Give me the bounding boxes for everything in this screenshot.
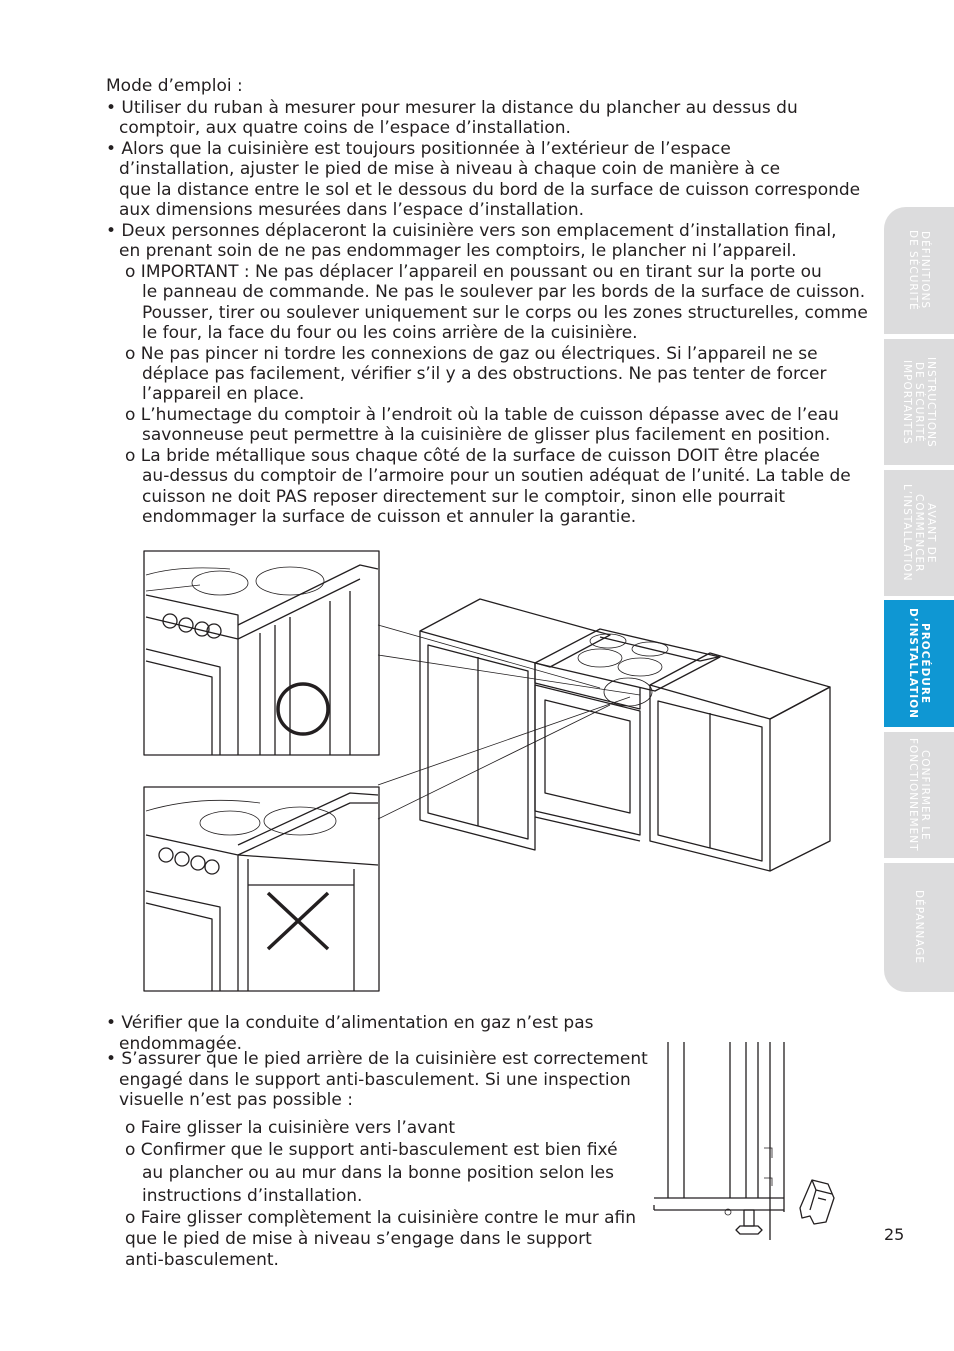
- sub-bullet-line: o IMPORTANT : Ne pas déplacer l’appareil en poussant ou en tirant sur la porte ou: [125, 262, 822, 282]
- anti-tip-bracket-illustration: [650, 1040, 840, 1245]
- sub-bullet-line: Pousser, tirer ou soulever uniquement sur le corps ou les zones structurelles, comme: [142, 303, 868, 323]
- sub-bullet-line: o Confirmer que le support anti-basculement est bien fixé: [125, 1140, 618, 1160]
- x-icon: [268, 893, 328, 949]
- sub-bullet-line: o La bride métallique sous chaque côté de la surface de cuisson DOIT être placée: [125, 446, 820, 466]
- sub-bullet-line: déplace pas facilement, vérifier s’il y a des obstructions. Ne pas tenter de forcer: [142, 364, 827, 384]
- sub-bullet-line: o Faire glisser la cuisinière vers l’avant: [125, 1118, 456, 1138]
- bullet-line: • Deux personnes déplaceront la cuisinière vers son emplacement d’installation final,: [106, 221, 837, 241]
- sub-bullet-line: o Ne pas pincer ni tordre les connexions de gaz ou électriques. Si l’appareil ne se: [125, 344, 818, 364]
- bullet-line: que la distance entre le sol et le dessous du bord de la surface de cuisson corresponde: [119, 180, 861, 200]
- sub-bullet-line: savonneuse peut permettre à la cuisinière de glisser plus facilement en position.: [142, 425, 831, 445]
- tab-avant-de-commencer[interactable]: [884, 470, 954, 596]
- tab-definitions-de-securite[interactable]: [884, 207, 954, 334]
- tab-label: DÉFINITIONS DE SÉCURITÉ: [907, 230, 931, 311]
- sub-bullet-line: au-dessus du comptoir de l’armoire pour un soutien adéquat de l’unité. La table de: [142, 466, 851, 486]
- sub-bullet-line: o Faire glisser complètement la cuisinière contre le mur afin: [125, 1208, 636, 1228]
- sub-bullet-line: le four, la face du four ou les coins arrière de la cuisinière.: [142, 323, 638, 343]
- bullet-line: en prenant soin de ne pas endommager les comptoirs, le plancher ni l’appareil.: [119, 241, 797, 261]
- bullet-line: aux dimensions mesurées dans l’espace d’installation.: [119, 200, 584, 220]
- bullet-line: • Utiliser du ruban à mesurer pour mesurer la distance du plancher au dessus du: [106, 98, 798, 118]
- bullet-line: engagé dans le support anti-basculement. Si une inspection: [119, 1070, 631, 1090]
- tab-depannage[interactable]: [884, 863, 954, 992]
- bullet-line: • S’assurer que le pied arrière de la cuisinière est correctement: [106, 1049, 648, 1069]
- sub-bullet-line: au plancher ou au mur dans la bonne position selon les: [142, 1163, 614, 1183]
- tab-label: AVANT DE COMMENCER L’INSTALLATION: [901, 484, 937, 582]
- left-cabinet: [420, 599, 610, 850]
- tab-label: INSTRUCTIONS DE SÉCURITÉ IMPORTANTES: [901, 356, 937, 448]
- page-number: 25: [884, 1225, 905, 1244]
- sub-bullet-line: le panneau de commande. Ne pas le soulever par les bords de la surface de cuisson.: [142, 282, 866, 302]
- sub-bullet-line: anti-basculement.: [125, 1250, 279, 1270]
- bullet-line: • Vérifier que la conduite d’alimentation en gaz n’est pas: [106, 1013, 594, 1033]
- tab-label: CONFIRMER LE FONCTIONNEMENT: [907, 738, 931, 852]
- range-installation-illustration: [140, 545, 860, 1005]
- sub-bullet-line: endommager la surface de cuisson et annuler la garantie.: [142, 507, 637, 527]
- tab-instructions-de-securite[interactable]: [884, 339, 954, 465]
- anti-tip-bracket: [800, 1180, 834, 1224]
- bullet-line: comptoir, aux quatre coins de l’espace d’installation.: [119, 118, 571, 138]
- tab-procedure-d-installation[interactable]: [884, 600, 954, 727]
- tab-label: DÉPANNAGE: [913, 890, 925, 965]
- sub-bullet-line: que le pied de mise à niveau s’engage dans le support: [125, 1229, 592, 1249]
- tab-confirmer-le-fonctionnement[interactable]: [884, 732, 954, 858]
- circle-icon: [278, 684, 328, 734]
- sub-bullet-line: l’appareil en place.: [142, 384, 305, 404]
- correct-detail-inset: [144, 551, 379, 755]
- bullet-line: • Alors que la cuisinière est toujours positionnée à l’extérieur de l’espace: [106, 139, 731, 159]
- bullet-line: visuelle n’est pas possible :: [119, 1090, 353, 1110]
- right-cabinet: [650, 653, 830, 871]
- intro-heading: Mode d’emploi :: [106, 76, 243, 96]
- sub-bullet-line: cuisson ne doit PAS reposer directement sur le comptoir, sinon elle pourrait: [142, 487, 786, 507]
- incorrect-detail-inset: [144, 787, 379, 991]
- tab-label: PROCÉDURE D’INSTALLATION: [907, 608, 931, 719]
- sub-bullet-line: o L’humectage du comptoir à l’endroit où la table de cuisson dépasse avec de l’eau: [125, 405, 839, 425]
- sub-bullet-line: instructions d’installation.: [142, 1186, 363, 1206]
- bullet-line: d’installation, ajuster le pied de mise à niveau à chaque coin de manière à ce: [119, 159, 781, 179]
- bullet-line: endommagée.: [119, 1034, 243, 1054]
